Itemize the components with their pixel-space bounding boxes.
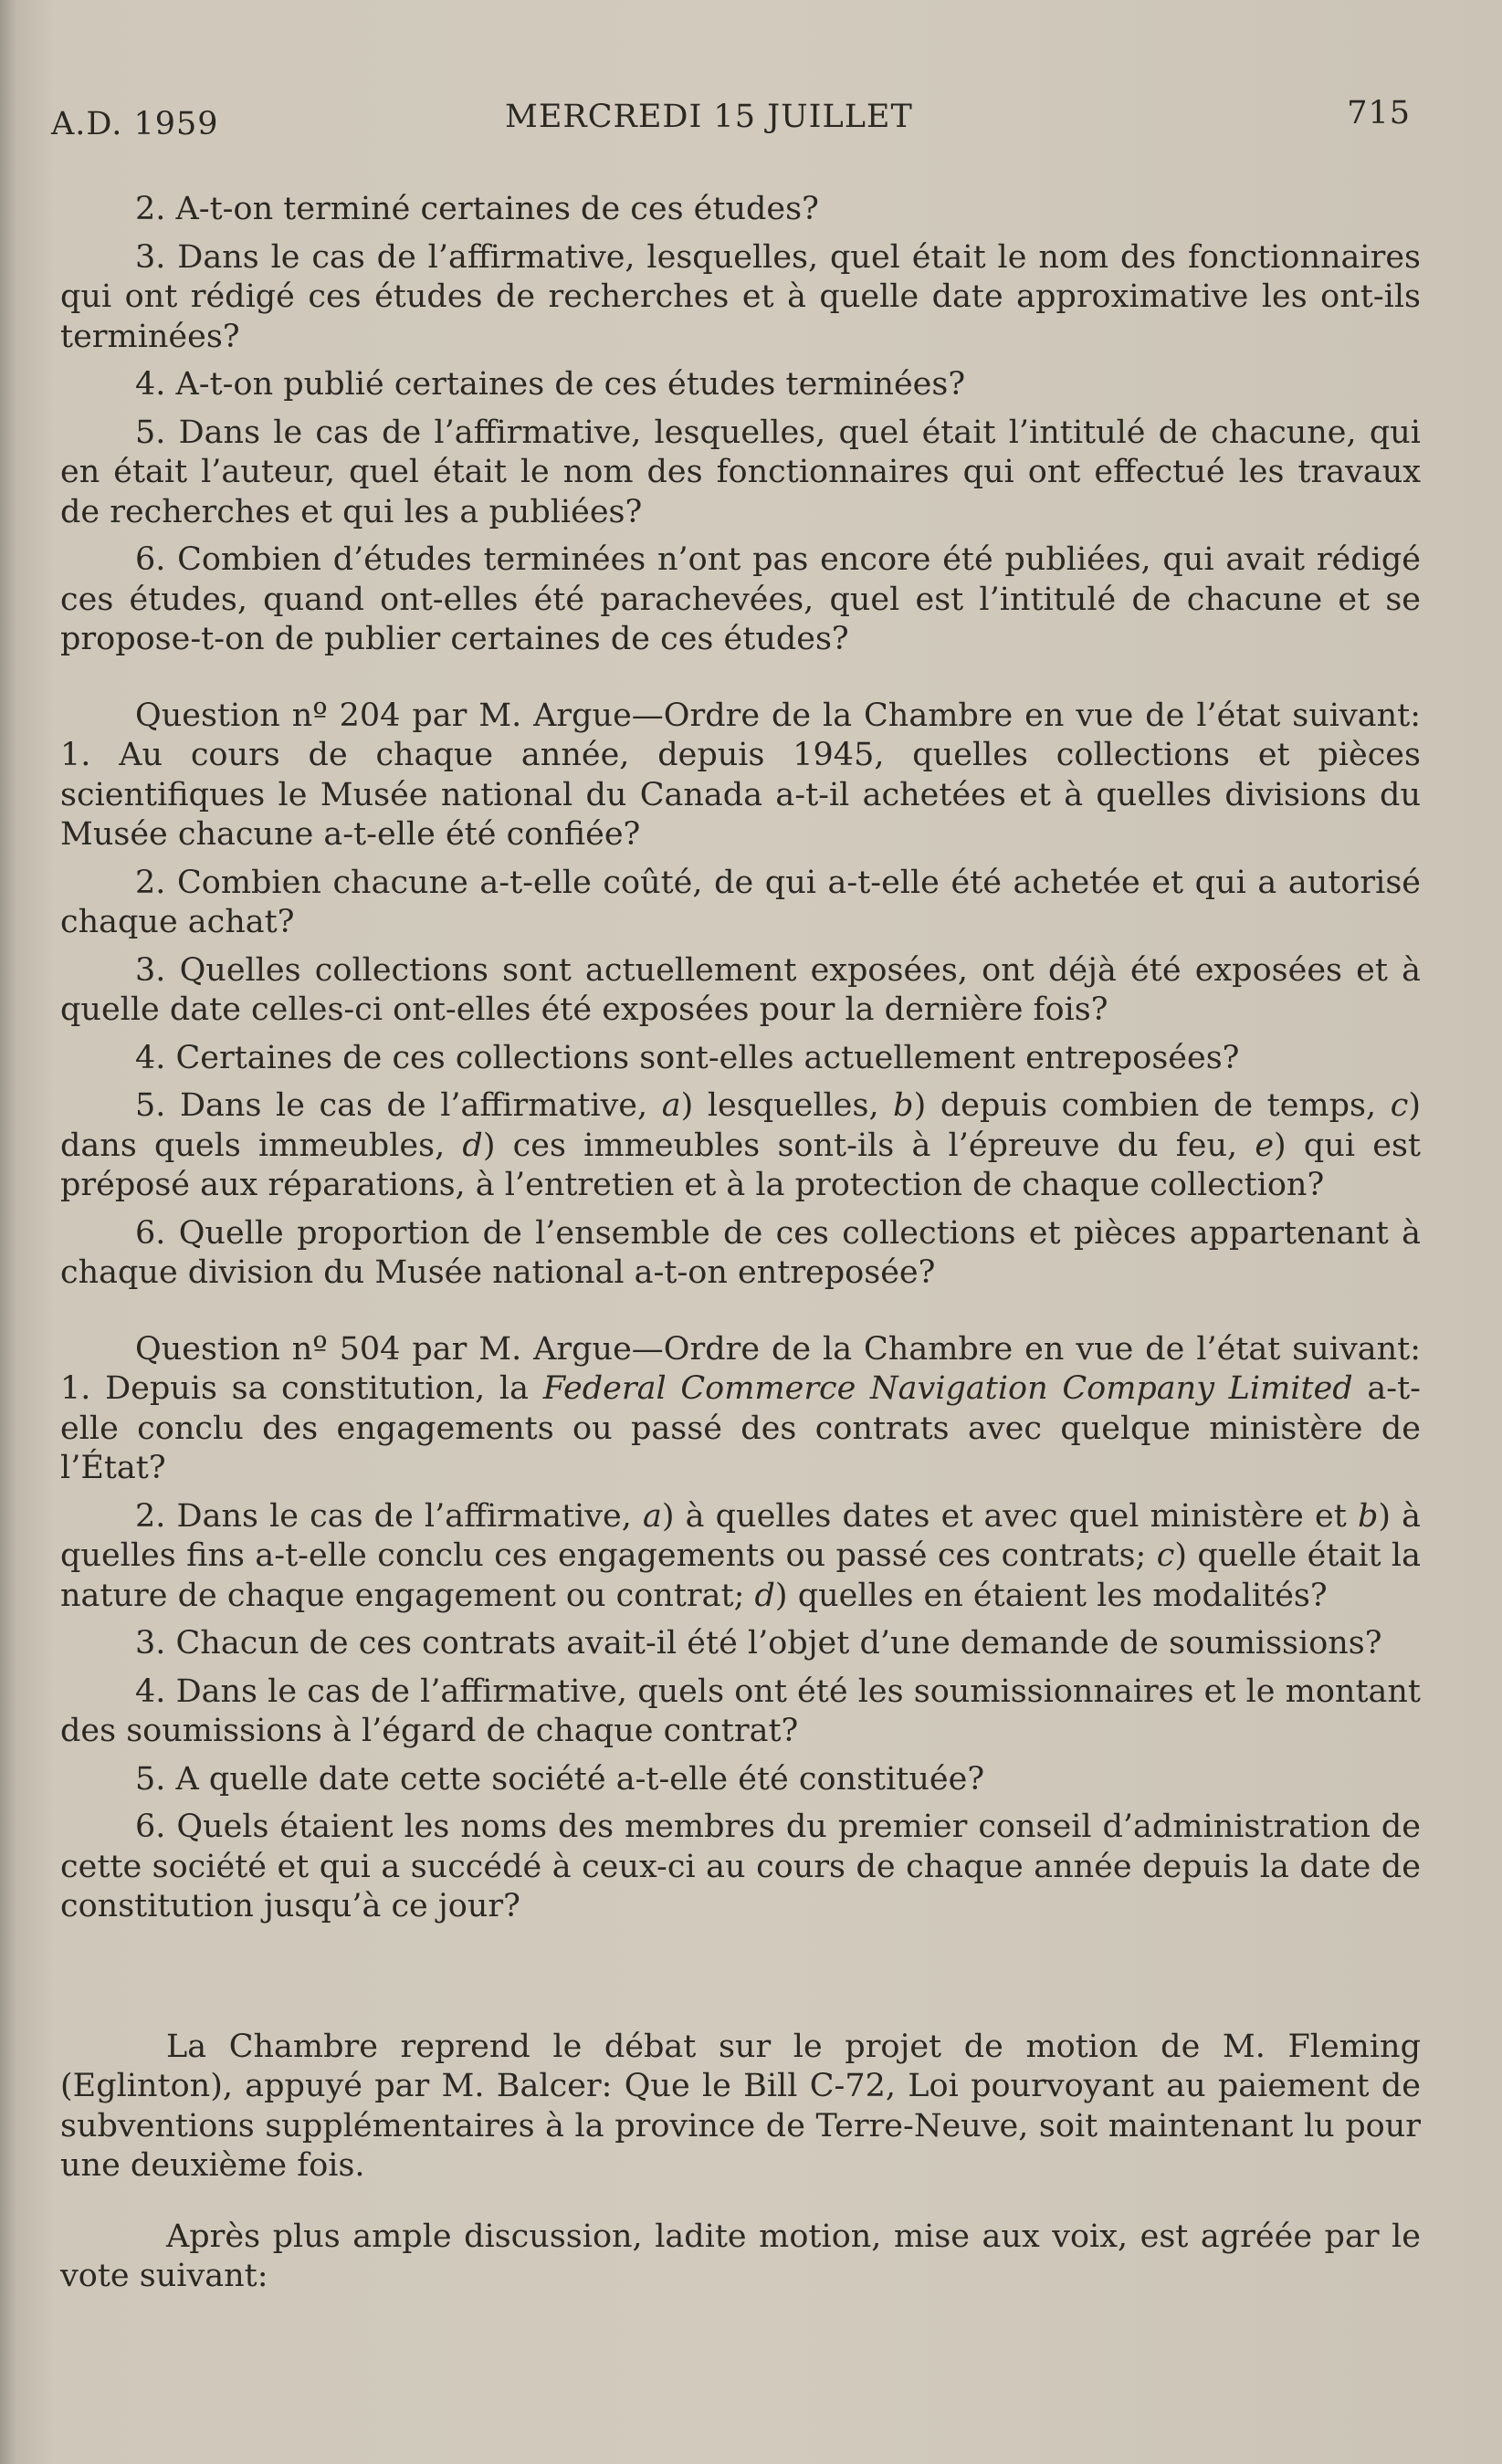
text: Question nº 504 par M. Argue—Ordre de la Chambre en vue de l’état suivant: 1. Depuis sa constitution, la xyxy=(60,1330,1421,1407)
text: ) qui est préposé aux réparations, à l’entretien et à la protection de chaque collection? xyxy=(60,1127,1421,1203)
vote-paragraph: Après plus ample discussion, ladite motion, mise aux voix, est agréée par le vote suivant: xyxy=(60,2218,1421,2294)
paragraph: 4. Certaines de ces collections sont-elles actuellement entreposées? xyxy=(135,1039,1240,1076)
enum-letter: d xyxy=(462,1127,483,1164)
text: ) dans quels immeubles, xyxy=(60,1087,1421,1164)
paragraph: 4. Dans le cas de l’affirmative, quels ont été les soumissionnaires et le montant des soumissions à l’égard de chaque contrat? xyxy=(60,1672,1421,1749)
paragraph: 3. Quelles collections sont actuellement exposées, ont déjà été exposées et à quelle date celles-ci ont-elles été exposées pour la dernière fois? xyxy=(60,951,1421,1028)
question-504 xyxy=(60,1330,1421,1489)
paragraph: 4. A-t-on publié certaines de ces études terminées? xyxy=(135,366,966,403)
text: ) à quelles dates et avec quel ministère et xyxy=(661,1497,1347,1535)
paragraph: 6. Quelle proportion de l’ensemble de ces collections et pièces appartenant à chaque division du Musée national a-t-on entreposée? xyxy=(60,1214,1421,1291)
text: 2. Dans le cas de l’affirmative, xyxy=(135,1497,632,1535)
paragraph: 3. Chacun de ces contrats avait-il été l’objet d’une demande de soumissions? xyxy=(135,1625,1382,1662)
enum-letter: b xyxy=(1357,1497,1379,1535)
enum-letter: c xyxy=(1390,1087,1409,1124)
enum-letter: a xyxy=(642,1497,662,1535)
enum-letter: a xyxy=(661,1087,681,1124)
header-year: A.D. 1959 xyxy=(51,106,219,142)
page-header xyxy=(51,95,1411,153)
page-body xyxy=(60,190,1421,2305)
text: ) à quelles fins a-t-elle conclu ces engagements ou passé ces contrats; xyxy=(60,1497,1421,1574)
question-204: Question nº 204 par M. Argue—Ordre de la Chambre en vue de l’état suivant: 1. Au cours de chaque année, depuis 1945, quelles collections et pièces scientifiques le Musée national du Canada a-t-il achetées et à quelles divisions du Musée chacune a-t-elle été confiée? xyxy=(60,697,1421,853)
enum-letter: e xyxy=(1255,1127,1275,1164)
text: ) quelle était la nature de chaque engagement ou contrat; xyxy=(60,1537,1421,1614)
paragraph: 2. Combien chacune a-t-elle coûté, de qui a-t-elle été achetée et qui a autorisé chaque achat? xyxy=(60,864,1421,940)
text: ) ces immeubles sont-ils à l’épreuve du feu, xyxy=(482,1127,1238,1164)
paragraph: 5. A quelle date cette société a-t-elle été constituée? xyxy=(135,1760,985,1798)
debate-paragraph: La Chambre reprend le débat sur le projet de motion de M. Fleming (Eglinton), appuyé par M. Balcer: Que le Bill C-72, Loi pourvoyant au paiement de subventions supplémentaires à la province de Terre-Neuve, soit maintenant lu pour une deuxième fois. xyxy=(60,2028,1421,2184)
paragraph: 5. Dans le cas de l’affirmative, lesquelles, quel était l’intitulé de chacune, qui en était l’auteur, quel était le nom des fonctionnaires qui ont effectué les travaux de recherches et qui les a publiées? xyxy=(60,414,1421,530)
enum-letter: c xyxy=(1156,1537,1175,1574)
text: ) lesquelles, xyxy=(680,1087,879,1124)
enum-letter: d xyxy=(754,1577,775,1614)
header-date: MERCREDI 15 JUILLET xyxy=(505,99,913,135)
paragraph: 6. Combien d’études terminées n’ont pas encore été publiées, qui avait rédigé ces études, quand ont-elles été parachevées, quel est l’intitulé de chacune et se propose-t-on de publier certaines de ces études? xyxy=(60,541,1421,657)
page-number: 715 xyxy=(1347,95,1411,131)
text: 5. Dans le cas de l’affirmative, xyxy=(135,1087,648,1124)
paragraph: 2. A-t-on terminé certaines de ces études? xyxy=(135,191,819,227)
paragraph: 6. Quels étaient les noms des membres du premier conseil d’administration de cette société et qui a succédé à ceux-ci au cours de chaque année depuis la date de constitution jusqu’à ce jour? xyxy=(60,1809,1421,1924)
paragraph: 3. Dans le cas de l’affirmative, lesquelles, quel était le nom des fonctionnaires qui ont rédigé ces études de recherches et à quelle date approximative les ont-ils terminées? xyxy=(60,238,1421,355)
company-name: Federal Commerce Navigation Company Limited xyxy=(542,1370,1353,1407)
text: ) depuis combien de temps, xyxy=(913,1087,1377,1124)
paragraph xyxy=(60,1086,1421,1206)
text: a-t-elle conclu des engagements ou passé des contrats avec quelque ministère de l’État? xyxy=(60,1370,1421,1486)
text: ) quelles en étaient les modalités? xyxy=(774,1577,1328,1614)
enum-letter: b xyxy=(893,1087,914,1124)
paragraph xyxy=(60,1497,1421,1617)
